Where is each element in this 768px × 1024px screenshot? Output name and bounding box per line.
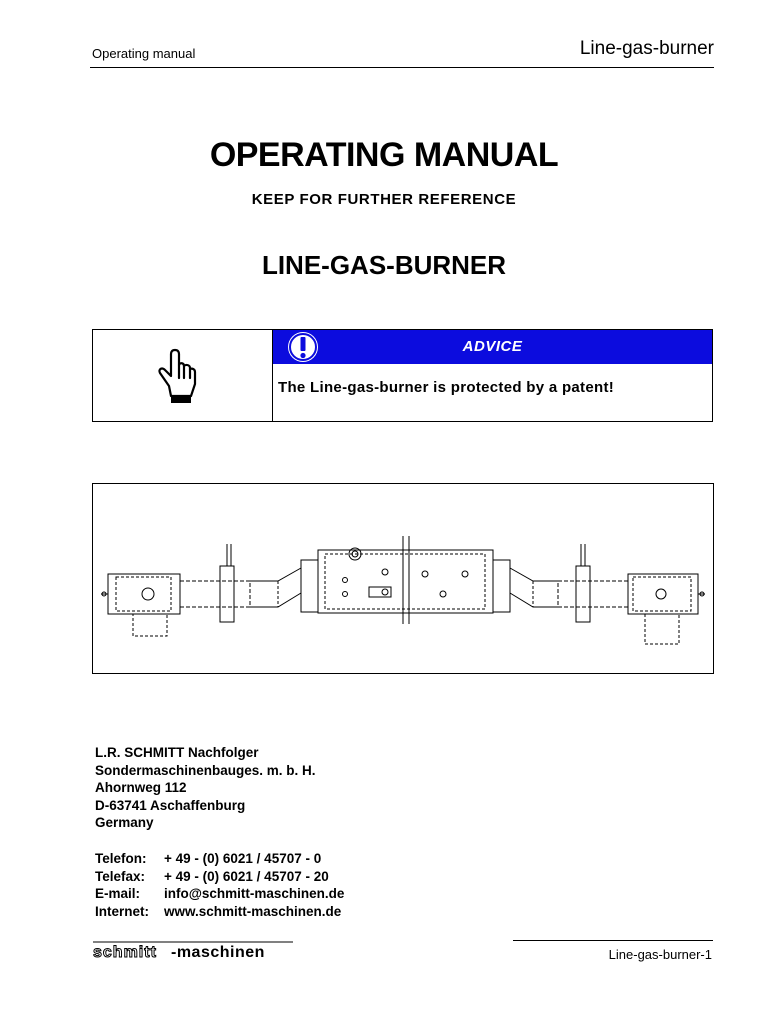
document-title: OPERATING MANUAL	[209, 136, 559, 174]
pointing-hand-icon	[153, 346, 205, 408]
contact-key: Telefax:	[95, 868, 146, 884]
document-subtitle: KEEP FOR FURTHER REFERENCE	[251, 191, 517, 208]
address-line: Germany	[95, 815, 154, 830]
contact-row-email	[95, 885, 344, 903]
header-right-title: Line-gas-burner	[579, 38, 714, 59]
contact-value: + 49 - (0) 6021 / 45707 - 0	[164, 851, 322, 866]
footer-page-label: Line-gas-burner-1	[608, 947, 712, 962]
address-line: Sondermaschinenbauges. m. b. H.	[95, 763, 316, 778]
burner-drawing	[93, 484, 713, 673]
technical-drawing	[92, 483, 714, 674]
contact-row-phone	[95, 850, 344, 868]
advice-text: The Line-gas-burner is protected by a patent!	[278, 379, 615, 396]
footer-rule	[513, 940, 713, 941]
contact-table	[95, 850, 344, 920]
contact-value: + 49 - (0) 6021 / 45707 - 20	[164, 868, 329, 884]
schmitt-maschinen-logo	[93, 941, 293, 966]
contact-value-email[interactable]: info@schmitt-maschinen.de	[164, 886, 345, 901]
advice-label: ADVICE	[462, 338, 523, 355]
header-left-title: Operating manual	[92, 46, 196, 61]
advice-box	[92, 329, 713, 422]
contact-value-website[interactable]: www.schmitt-maschinen.de	[164, 903, 342, 919]
contact-row-internet	[95, 903, 344, 921]
header-rule	[90, 67, 714, 68]
contact-key: Telefon:	[95, 851, 147, 866]
address-line: D-63741 Aschaffenburg	[95, 798, 246, 813]
contact-row-fax	[95, 868, 344, 886]
svg-text:-maschinen: -maschinen	[171, 944, 265, 961]
contact-key: E-mail:	[95, 886, 141, 901]
address-line: L.R. SCHMITT Nachfolger	[95, 745, 259, 760]
contact-key: Internet:	[95, 903, 149, 919]
product-name: LINE-GAS-BURNER	[261, 250, 507, 280]
svg-text:schmitt: schmitt	[93, 944, 157, 961]
address-line: Ahornweg 112	[95, 780, 187, 795]
